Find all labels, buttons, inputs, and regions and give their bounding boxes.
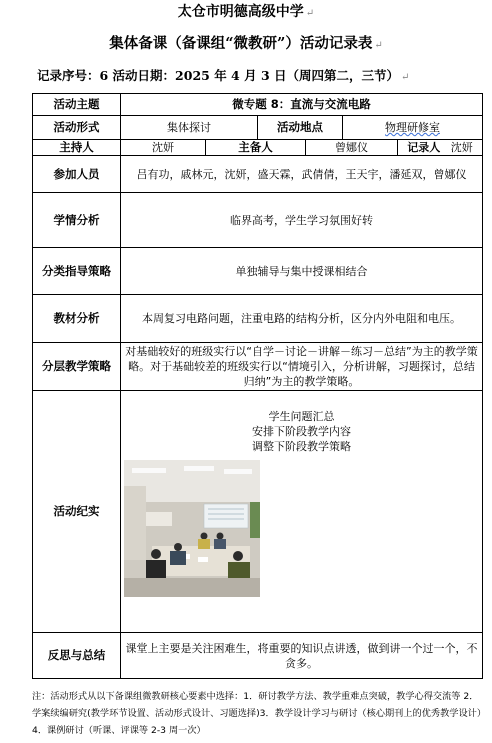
layered-value: 对基础较好的班级实行以“自学－讨论－讲解－练习－总结”为主的教学策略。对于基础较差的班级实行以“情境引入，分析讲解，习题探讨，总结归纳”为主的教学策略。 (121, 343, 483, 391)
topic-value: 微专题 8：直流与交流电路 (121, 94, 483, 116)
record-line: 记录序号：6 活动日期：2025 年 4 月 3 日（周四第二，三节） ↵ (37, 68, 410, 83)
topic-label: 活动主题 (33, 94, 121, 116)
record-table (32, 93, 483, 679)
activity-photo (124, 460, 260, 597)
reflection-value: 课堂上主要是关注困难生，将重要的知识点讲透，做到讲一个过一个，不贪多。 (121, 633, 483, 679)
place-value: 物理研修室 (343, 116, 483, 140)
reflection-label: 反思与总结 (33, 633, 121, 679)
host-label: 主持人 (33, 140, 121, 156)
recorder-cell (398, 140, 483, 156)
footnote: 注：活动形式从以下备课组微教研核心要素中选择：1．研讨教学方法、教学重难点突破，教学心得交流等 2．学案续编研究(教学环节设置、活动形式设计、习题选择)3．教学设计学习与研讨（核心期刊上的优秀教学设计）4．课例研讨（听课、评课等 2-3 周一次） (32, 691, 482, 736)
material-label: 教材分析 (33, 295, 121, 343)
activity-cell (121, 391, 483, 633)
place-label: 活动地点 (258, 116, 343, 140)
layered-label: 分层教学策略 (33, 343, 121, 391)
participants-value: 吕有功，戚林元，沈妍，盛天霖，武倩倩，王天宇，潘延双，曾娜仪 (121, 156, 483, 193)
activity-line-1: 学生问题汇总 (268, 410, 335, 423)
form-label: 活动形式 (33, 116, 121, 140)
guidance-value: 单独辅导与集中授课相结合 (121, 248, 483, 295)
chief-label: 主备人 (206, 140, 306, 156)
learning-value: 临界高考，学生学习氛围好转 (121, 193, 483, 248)
guidance-label: 分类指导策略 (33, 248, 121, 295)
activity-line-2: 安排下阶段教学内容 (252, 425, 351, 438)
recorder-value: 沈妍 (450, 141, 473, 154)
activity-line-3: 调整下阶段教学策略 (252, 440, 351, 453)
school-name: 太仓市明德高级中学 ↵ (177, 4, 315, 20)
participants-label: 参加人员 (33, 156, 121, 193)
form-title: 集体备课（备课组“微教研”）活动记录表 ↵ (109, 35, 383, 52)
activity-label: 活动纪实 (33, 391, 121, 633)
recorder-label: 记录人 (407, 141, 441, 154)
chief-value: 曾娜仪 (306, 140, 398, 156)
form-value: 集体探讨 (121, 116, 258, 140)
learning-label: 学情分析 (33, 193, 121, 248)
host-value: 沈妍 (121, 140, 206, 156)
material-value: 本周复习电路问题，注重电路的结构分析，区分内外电阻和电压。 (121, 295, 483, 343)
